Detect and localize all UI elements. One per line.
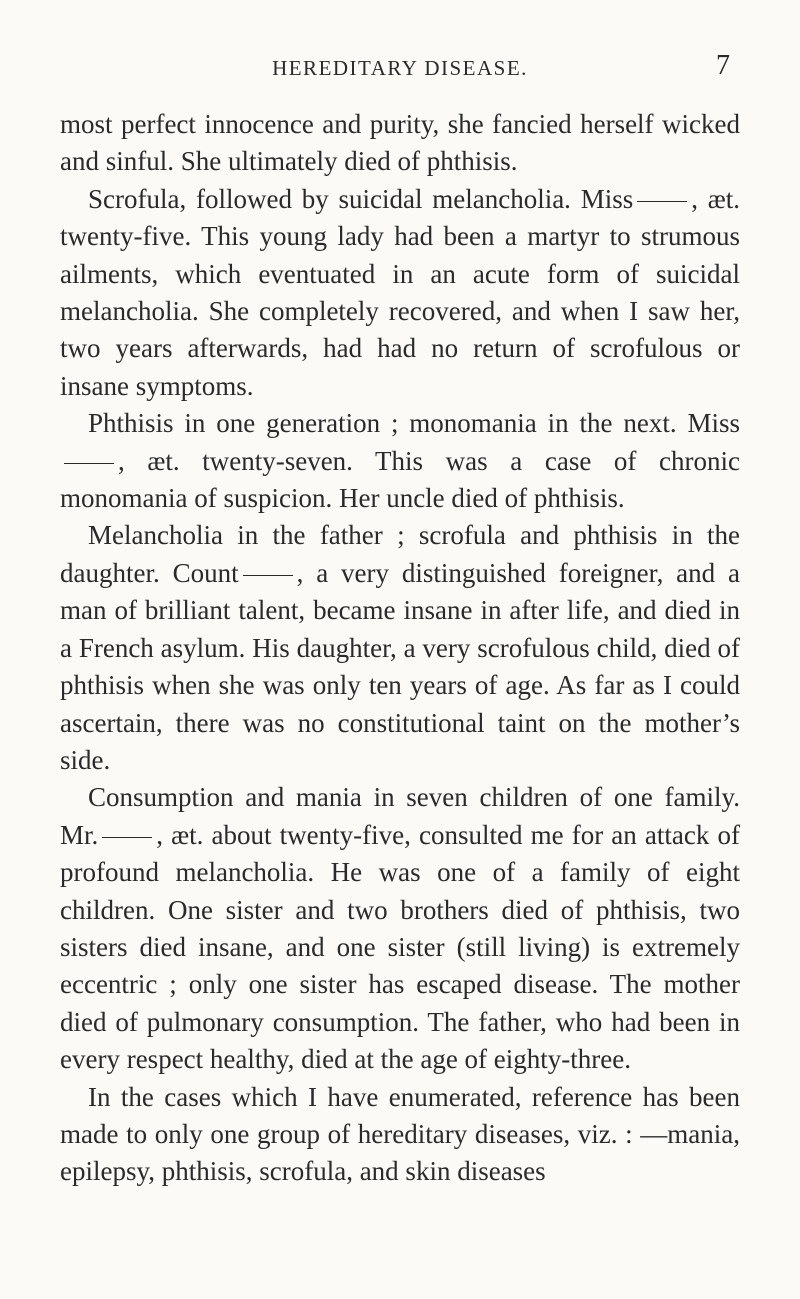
paragraph-text: , æt. twenty-seven. This was a case of chronic monomania of suspicion. Her uncle died of phthisis. (60, 445, 740, 514)
paragraph-summary: In the cases which I have enumerated, reference has been made to only one group of hereditary diseases, viz. : —mania, epilepsy, phthisis, scrofula, and skin diseases (60, 1081, 740, 1187)
paragraph-text: Melancholia in the father ; scrofula and phthisis in the daughter. Count (60, 520, 740, 588)
paragraph-consumption-case (60, 779, 740, 1078)
name-omission-dash (637, 201, 687, 202)
name-omission-dash (243, 575, 293, 576)
paragraph-scrofula-case (60, 181, 740, 405)
paragraph-melancholia-case (60, 517, 740, 779)
paragraph-text: Scrofula, followed by suicidal melancholia. Miss (88, 183, 634, 214)
running-head: HEREDITARY DISEASE. (272, 56, 528, 80)
paragraph-text: , æt. about twenty-five, consulted me for an attack of profound melancholia. He was one of a family of eight children. One sister and two brothers died of phthisis, two sisters died insane, and one sister (still living) is extremely eccentric ; only one sister has escaped disease. The mother died of pulmonary consumption. The father, who had been in every respect healthy, died at the age of eighty-three. (60, 819, 740, 1075)
paragraph-phthisis-case (60, 405, 740, 517)
paragraph-text: , a very distinguished foreigner, and a man of brilliant talent, became insane in after life, and died in a French asylum. His daughter, a very scrofulous child, died of phthisis when she was only ten years of age. As far as I could ascertain, there was no constitutional taint on the mother’s side. (60, 557, 741, 775)
paragraph-text: Consumption and mania in seven children of one family. Mr. (60, 782, 740, 850)
paragraph-text: , æt. twenty-five. This young lady had been a martyr to strumous ailments, which eventuated in an acute form of suicidal melancholia. She completely recovered, and when I saw her, two years afterwards, had had no return of scrofulous or insane symptoms. (60, 183, 740, 401)
body-text (60, 106, 740, 1191)
paragraph-continuation: most perfect innocence and purity, she fancied herself wicked and sinful. She ultimately died of phthisis. (60, 109, 740, 177)
name-omission-dash (64, 463, 114, 464)
name-omission-dash (102, 837, 152, 838)
paragraph-text: Phthisis in one generation ; monomania in the next. Miss (88, 408, 740, 439)
page-number: 7 (716, 50, 730, 81)
